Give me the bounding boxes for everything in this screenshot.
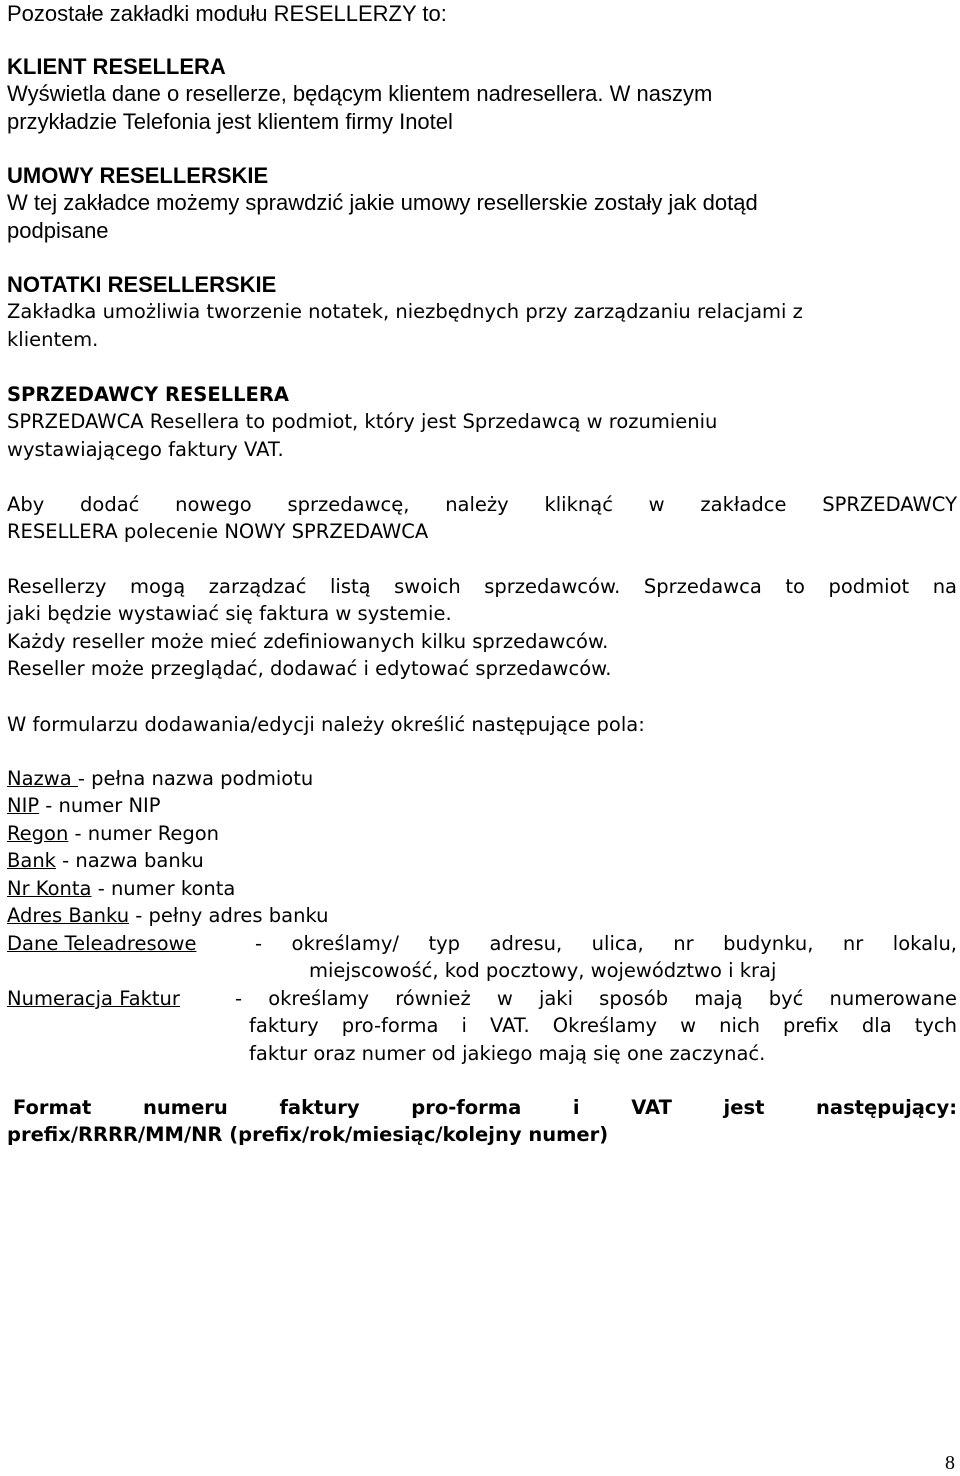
field-desc: - nazwa banku [55, 849, 204, 873]
field-item [7, 875, 957, 902]
add-instruction-line: Aby dodać nowego sprzedawcę, należy kliknąć w zakładce SPRZEDAWCY [7, 493, 957, 516]
section-klient [7, 53, 957, 135]
field-desc-cont: faktury pro-forma i VAT. Określamy w nich prefix dla tych [249, 1014, 957, 1038]
field-desc: - numer konta [91, 876, 236, 900]
section-heading: UMOWY RESELLERSKIE [7, 163, 269, 188]
add-instruction-line: RESELLERA polecenie NOWY SPRZEDAWCA [7, 520, 429, 544]
numeracja-row [7, 985, 957, 1012]
paragraph-line: Resellerzy mogą zarządzać listą swoich sprzedawców. Sprzedawca to podmiot na [7, 575, 957, 598]
section-umowy [7, 162, 957, 244]
field-term: NIP [7, 794, 40, 818]
section-notatki [7, 271, 957, 353]
teleadresowe-row [7, 930, 957, 957]
paragraph-line: jaki będzie wystawiać się faktura w systemie. [7, 602, 452, 626]
field-term: Regon [7, 821, 69, 845]
add-instruction [7, 491, 957, 546]
field-term: Adres Banku [7, 904, 130, 928]
field-desc: - numer Regon [68, 821, 220, 845]
form-intro: W formularzu dodawania/edycji należy określić następujące pola: [7, 713, 645, 736]
page-number: 8 [945, 1452, 955, 1474]
field-desc: - pełna nazwa podmiotu [77, 767, 314, 790]
resellers-paragraph [7, 573, 957, 683]
format-note [7, 1094, 957, 1149]
field-item [7, 847, 957, 874]
format-note-line: Format numeru faktury pro-forma i VAT jest następujący: [13, 1096, 957, 1119]
field-list [7, 765, 957, 929]
section-heading: KLIENT RESELLERA [7, 54, 226, 79]
section-sprzedawcy [7, 381, 957, 463]
field-desc-cont: miejscowość, kod pocztowy, województwo i kraj [309, 959, 777, 983]
field-desc-cont: faktur oraz numer od jakiego mają się one zaczynać. [249, 1041, 766, 1065]
section-line: SPRZEDAWCA Resellera to podmiot, który jest Sprzedawcą w rozumieniu [7, 410, 718, 434]
field-desc: - określamy również w jaki sposób mają być numerowane [235, 987, 957, 1010]
field-desc: - określamy/ typ adresu, ulica, nr budynku, nr lokalu, [255, 932, 957, 955]
section-line: Zakładka umożliwia tworzenie notatek, niezbędnych przy zarządzaniu relacjami z [7, 300, 803, 324]
field-term: Nazwa [7, 767, 78, 790]
section-line: klientem. [7, 327, 99, 351]
paragraph-line: Każdy reseller może mieć zdefiniowanych kilku sprzedawców. [7, 629, 609, 653]
field-item-numeracja [7, 985, 957, 1067]
section-heading: NOTATKI RESELLERSKIE [7, 272, 277, 297]
field-term: Numeracja Faktur [7, 987, 180, 1010]
paragraph-line: Reseller może przeglądać, dodawać i edytować sprzedawców. [7, 657, 612, 681]
field-desc: - pełny adres banku [129, 904, 329, 928]
section-line: W tej zakładce możemy sprawdzić jakie umowy resellerskie zostały jak dotąd [7, 190, 758, 216]
field-desc: - numer NIP [39, 794, 161, 818]
field-item [7, 902, 957, 929]
section-line: podpisane [7, 217, 109, 243]
section-line: wystawiającego faktury VAT. [7, 437, 284, 461]
field-item [7, 792, 957, 819]
section-heading: SPRZEDAWCY RESELLERA [7, 383, 289, 406]
field-item [7, 765, 957, 792]
field-term: Bank [7, 849, 56, 873]
section-line: przykładzie Telefonia jest klientem firmy Inotel [7, 108, 453, 134]
intro-text: Pozostałe zakładki modułu RESELLERZY to: [7, 1, 447, 26]
field-item-teleadresowe [7, 930, 957, 985]
field-item [7, 820, 957, 847]
section-line: Wyświetla dane o resellerze, będącym klientem nadresellera. W naszym [7, 81, 713, 107]
format-note-line: prefix/RRRR/MM/NR (prefix/rok/miesiąc/kolejny numer) [7, 1123, 609, 1147]
field-term: Nr Konta [7, 876, 92, 900]
field-term: Dane Teleadresowe [7, 932, 197, 955]
